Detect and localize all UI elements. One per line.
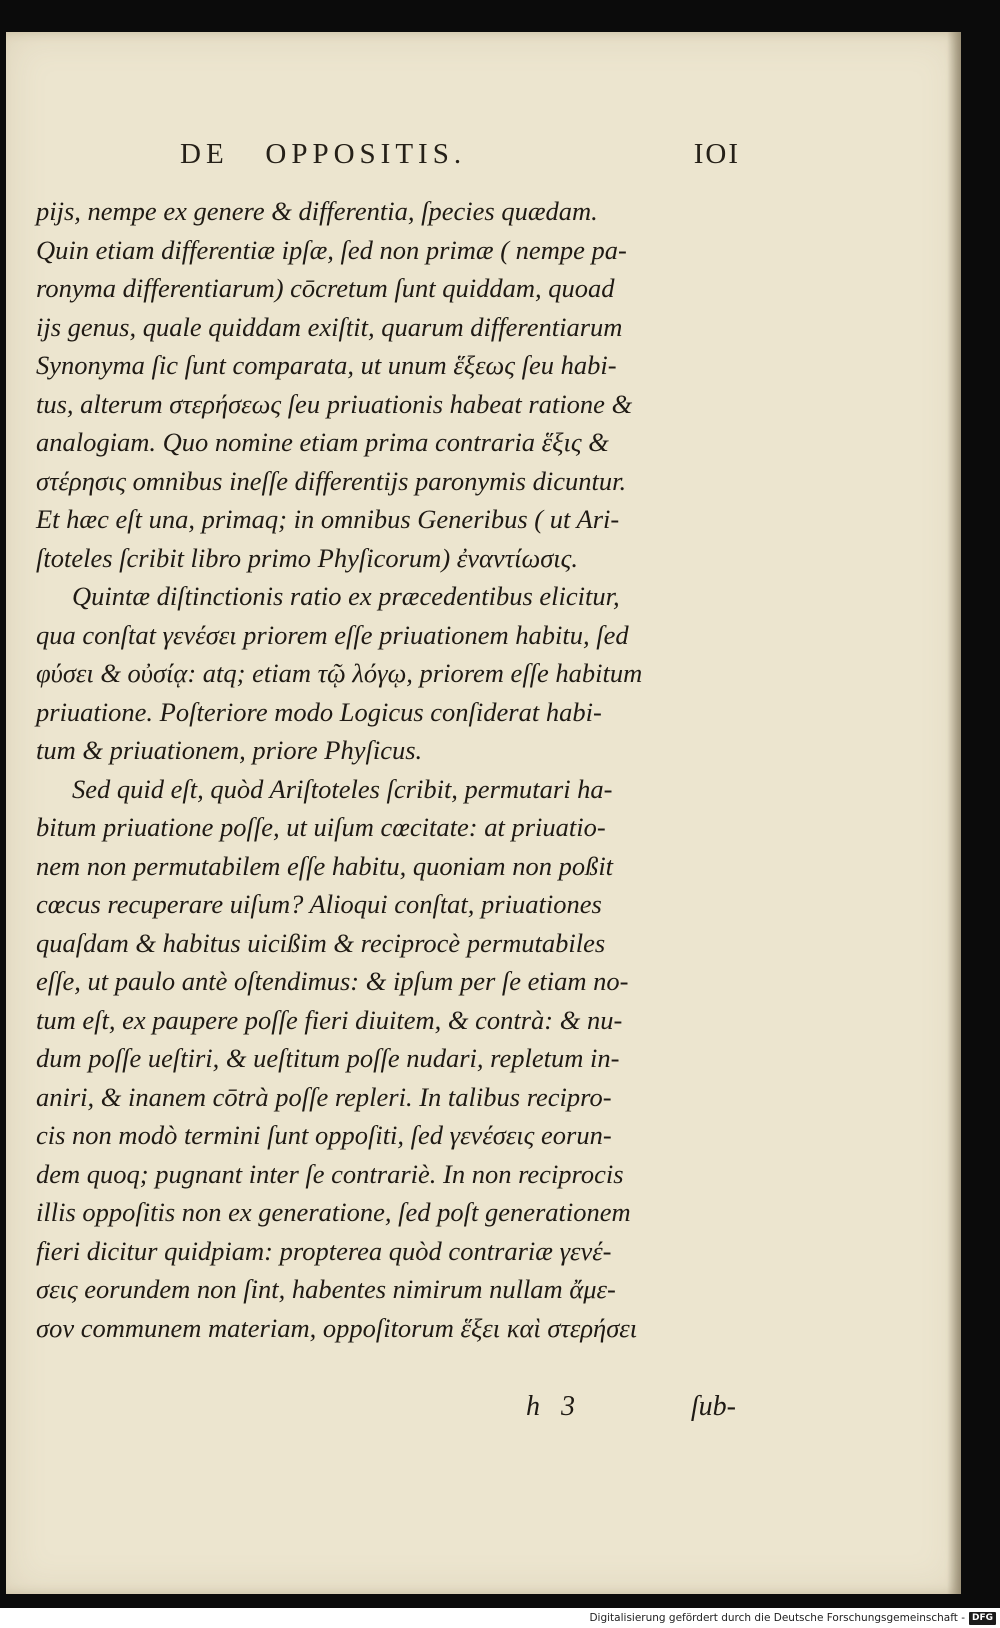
paragraph-start-line: Sed quid eſt, quòd Ariſtoteles ſcribit, permutari ha- bbox=[72, 773, 613, 804]
signature-mark: h 3 bbox=[526, 1391, 575, 1422]
text-line: dum poſſe ueſtiri, & ueſtitum poſſe nudari, repletum in- bbox=[36, 1043, 620, 1073]
page-foot bbox=[36, 1391, 736, 1431]
text-line: analogiam. Quo nomine etiam prima contraria ἕξις & bbox=[36, 427, 609, 457]
text-line: pijs, nempe ex genere & differentia, ſpecies quædam. bbox=[36, 196, 598, 226]
text-line: φύσει & οὐσίᾳ: atq; etiam τῷ λόγῳ, priorem eſſe habitum bbox=[36, 658, 643, 688]
text-line: tus, alterum στερήσεως ſeu priuationis habeat ratione & bbox=[36, 388, 633, 419]
text-line: nem non permutabilem eſſe habitu, quoniam non poßit bbox=[36, 850, 614, 881]
text-line: Synonyma ſic ſunt comparata, ut unum ἕξεως ſeu habi- bbox=[36, 350, 617, 380]
text-line: fieri dicitur quidpiam: propterea quòd contrariæ γενέ- bbox=[36, 1235, 612, 1266]
text-line: cis non modò termini ſunt oppoſiti, ſed γενέσεις eorun- bbox=[36, 1120, 612, 1150]
text-line: στέρησις omnibus ineſſe differentijs paronymis dicuntur. bbox=[36, 465, 627, 496]
text-line: σον communem materiam, oppoſitorum ἕξει καὶ στερήσει bbox=[36, 1312, 638, 1343]
text-line: Et hæc eſt una, primaq; in omnibus Generibus ( ut Ari- bbox=[36, 504, 620, 534]
text-line: qua conſtat γενέσει priorem eſſe priuationem habitu, ſed bbox=[36, 619, 629, 650]
text-line: cœcus recuperare uiſum? Alioqui conſtat, priuationes bbox=[36, 889, 602, 919]
paragraph-start-line: Quintæ diſtinctionis ratio ex præcedentibus elicitur, bbox=[72, 581, 620, 611]
text-line: bitum priuatione poſſe, ut uiſum cœcitate: at priuatio- bbox=[36, 812, 606, 842]
running-title: DE OPPOSITIS. bbox=[180, 138, 467, 170]
running-head bbox=[180, 126, 740, 186]
body-text bbox=[36, 192, 736, 1347]
text-line: ijs genus, quale quiddam exiſtit, quarum differentiarum bbox=[36, 311, 623, 342]
text-line: aniri, & inanem cōtrà poſſe repleri. In talibus recipro- bbox=[36, 1081, 612, 1112]
text-line: eſſe, ut paulo antè oſtendimus: & ipſum per ſe etiam no- bbox=[36, 966, 629, 996]
text-line: illis oppoſitis non ex generatione, ſed poſt generationem bbox=[36, 1197, 631, 1227]
text-line: quaſdam & habitus uicißim & reciprocè permutabiles bbox=[36, 927, 606, 958]
text-line: ſtoteles ſcribit libro primo Phyſicorum) ἐναντίωσις. bbox=[36, 542, 579, 573]
text-line: ronyma differentiarum) cōcretum ſunt quiddam, quoad bbox=[36, 273, 615, 303]
catchword: ſub- bbox=[690, 1391, 736, 1422]
digitization-credit bbox=[589, 1611, 996, 1625]
folio-number: IOI bbox=[693, 138, 740, 170]
text-line: priuatione. Poſteriore modo Logicus conſiderat habi- bbox=[36, 696, 602, 727]
text-line: tum eſt, ex paupere poſſe fieri diuitem, & contrà: & nu- bbox=[36, 1004, 623, 1035]
text-line: dem quoq; pugnant inter ſe contrariè. In non reciprocis bbox=[36, 1158, 624, 1189]
text-line: Quin etiam differentiæ ipſæ, ſed non primæ ( nempe pa- bbox=[36, 234, 627, 265]
dfg-logo: DFG bbox=[969, 1612, 996, 1625]
page-edge-shadow bbox=[947, 32, 961, 1594]
credit-text: Digitalisierung gefördert durch die Deutsche Forschungsgemeinschaft - bbox=[589, 1612, 965, 1624]
text-line: tum & priuationem, priore Phyſicus. bbox=[36, 735, 423, 765]
text-line: σεις eorundem non ſint, habentes nimirum nullam ἄμε- bbox=[36, 1274, 616, 1304]
